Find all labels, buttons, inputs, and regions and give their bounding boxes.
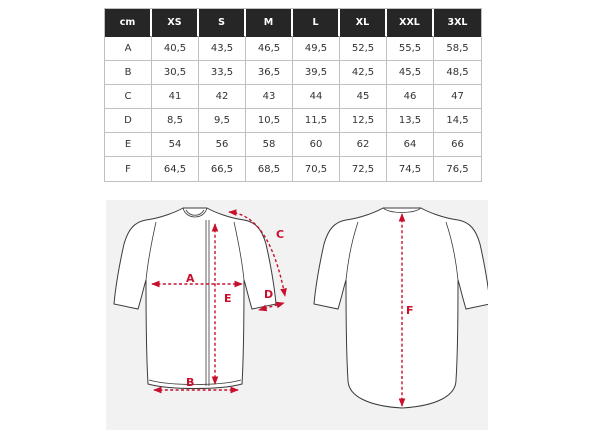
table-cell: 52,5 xyxy=(340,37,387,61)
table-cell: 55,5 xyxy=(387,37,434,61)
table-cell: 39,5 xyxy=(293,61,340,85)
table-row xyxy=(105,109,481,133)
table-cell: 48,5 xyxy=(434,61,481,85)
table-cell: 60 xyxy=(293,133,340,157)
jersey-diagrams xyxy=(106,200,488,430)
measure-b-label: B xyxy=(186,376,195,389)
table-cell: 74,5 xyxy=(387,157,434,181)
table-cell: 47 xyxy=(434,85,481,109)
table-cell: 42 xyxy=(199,85,246,109)
table-cell: 58,5 xyxy=(434,37,481,61)
table-cell: 45 xyxy=(340,85,387,109)
table-header-row xyxy=(105,9,481,37)
column-header: L xyxy=(293,9,340,37)
table-cell: 56 xyxy=(199,133,246,157)
table-cell: 41 xyxy=(152,85,199,109)
table-cell: 46,5 xyxy=(246,37,293,61)
table-cell: 62 xyxy=(340,133,387,157)
front-jersey-body xyxy=(114,208,276,389)
measure-e-label: E xyxy=(224,292,232,305)
table-cell: A xyxy=(105,37,152,61)
table-cell: D xyxy=(105,109,152,133)
table-cell: B xyxy=(105,61,152,85)
table-cell: 44 xyxy=(293,85,340,109)
column-header: 3XL xyxy=(434,9,481,37)
table-cell: 36,5 xyxy=(246,61,293,85)
table-cell: 46 xyxy=(387,85,434,109)
table-cell: 9,5 xyxy=(199,109,246,133)
table-cell: 12,5 xyxy=(340,109,387,133)
table-cell: 10,5 xyxy=(246,109,293,133)
table-cell: 42,5 xyxy=(340,61,387,85)
column-header: XXL xyxy=(387,9,434,37)
table-cell: 66,5 xyxy=(199,157,246,181)
table-cell: E xyxy=(105,133,152,157)
table-cell: 8,5 xyxy=(152,109,199,133)
table-cell: F xyxy=(105,157,152,181)
table-cell: 66 xyxy=(434,133,481,157)
table-cell: 64,5 xyxy=(152,157,199,181)
table-cell: 45,5 xyxy=(387,61,434,85)
size-chart-table xyxy=(104,8,482,182)
measure-c-label: C xyxy=(276,228,285,241)
table-cell: 58 xyxy=(246,133,293,157)
column-header: XS xyxy=(152,9,199,37)
table-row xyxy=(105,85,481,109)
column-header: M xyxy=(246,9,293,37)
table-row xyxy=(105,157,481,181)
measure-f-label: F xyxy=(406,304,414,317)
table-cell: 14,5 xyxy=(434,109,481,133)
table-cell: 72,5 xyxy=(340,157,387,181)
back-jersey-illustration xyxy=(314,208,488,408)
table-row xyxy=(105,133,481,157)
measure-a-label: A xyxy=(186,272,195,285)
table-cell: 30,5 xyxy=(152,61,199,85)
table-cell: 76,5 xyxy=(446,163,469,175)
front-jersey-illustration xyxy=(114,208,276,389)
table-cell: 43,5 xyxy=(199,37,246,61)
table-cell: 43 xyxy=(246,85,293,109)
table-cell: 64 xyxy=(387,133,434,157)
table-cell: C xyxy=(105,85,152,109)
table-row xyxy=(105,61,481,85)
table-cell: 33,5 xyxy=(199,61,246,85)
table-cell: 40,5 xyxy=(152,37,199,61)
table-cell: 49,5 xyxy=(293,37,340,61)
table-cell: 11,5 xyxy=(293,109,340,133)
jersey-diagram-panel xyxy=(106,200,488,430)
column-header: S xyxy=(199,9,246,37)
table-cell: 68,5 xyxy=(246,157,293,181)
table-cell: 13,5 xyxy=(387,109,434,133)
table-cell: 54 xyxy=(152,133,199,157)
back-jersey-body xyxy=(314,208,488,408)
table-cell: 70,5 xyxy=(293,157,340,181)
column-header: cm xyxy=(105,9,152,37)
table-row xyxy=(105,37,481,61)
measure-d-label: D xyxy=(264,288,274,301)
column-header: XL xyxy=(340,9,387,37)
